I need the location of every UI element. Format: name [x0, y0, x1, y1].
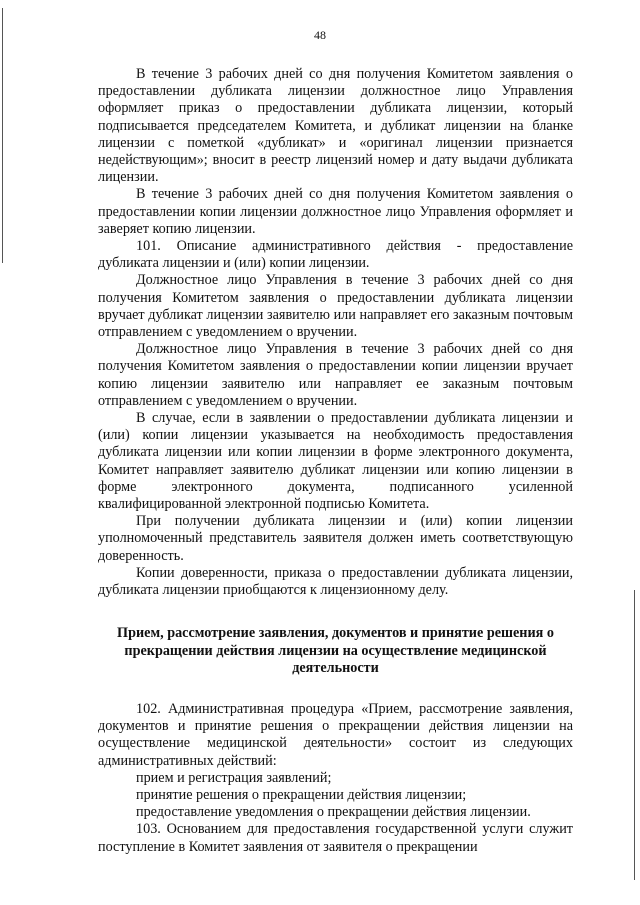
paragraph-103: 103. Основанием для предоставления государственной услуги служит поступление в Комитет заявления от заявителя о прекращении [98, 821, 573, 855]
list-item: предоставление уведомления о прекращении действия лицензии. [136, 804, 531, 821]
paragraph-copy-issuance: В течение 3 рабочих дней со дня получения Комитетом заявления о предоставлении копии лицензии должностное лицо Управления оформляет и заверяет копию лицензии. [98, 186, 573, 237]
scan-edge-line-right [634, 590, 635, 880]
page-number: 48 [314, 28, 326, 42]
section-heading: Прием, рассмотрение заявления, документов и принятие решения о прекращении действия лицензии на осуществление медицинской деятельности [117, 625, 554, 676]
paragraph-copy-delivery: Должностное лицо Управления в течение 3 рабочих дней со дня получения Комитетом заявления о предоставлении копии лицензии вручает копию лицензии заявителю или направляет ее заказным почтовым отправлением с уведомлением о вручении. [98, 341, 573, 409]
document-body [98, 66, 573, 856]
paragraph-duplicate-delivery: Должностное лицо Управления в течение 3 рабочих дней со дня получения Комитетом заявления о предоставлении дубликата лицензии вручает дубликат лицензии заявителю или направляет его заказным почтовым отправлением с уведомлением о вручении. [98, 272, 573, 341]
list-item: прием и регистрация заявлений; [136, 769, 332, 786]
list-item: принятие решения о прекращении действия лицензии; [136, 786, 467, 803]
paragraph-electronic-form: В случае, если в заявлении о предоставлении дубликата лицензии и (или) копии лицензии указывается на необходимость предоставления дубликата лицензии или копии лицензии в форме электронного документа, Комитет направляет заявителю дубликат лицензии или копию лицензии в форме электронного документа, подписанного усиленной квалифицированной электронной подписью Комитета. [98, 410, 573, 513]
paragraph-102: 102. Административная процедура «Прием, рассмотрение заявления, документов и принятие решения о прекращении действия лицензии на осуществление медицинской деятельности» состоит из следующих административных действий: [98, 700, 573, 769]
paragraph-power-of-attorney: При получении дубликата лицензии и (или) копии лицензии уполномоченный представитель заявителя должен иметь соответствующую доверенность. [98, 513, 573, 564]
paragraph-license-file: Копии доверенности, приказа о предоставлении дубликата лицензии, дубликата лицензии приобщаются к лицензионному делу. [98, 564, 573, 599]
scan-edge-line-left [2, 8, 3, 263]
paragraph-101: 101. Описание административного действия - предоставление дубликата лицензии и (или) копии лицензии. [98, 238, 573, 272]
paragraph-duplicate-issuance: В течение 3 рабочих дней со дня получения Комитетом заявления о предоставлении дубликата лицензии должностное лицо Управления оформляет приказ о предоставлении дубликата лицензии, который подписывается председателем Комитета, и дубликат лицензии на бланке лицензии с пометкой «дубликат» и «оригинал лицензии признается недействующим»; вносит в реестр лицензий номер и дату выдачи дубликата лицензии. [98, 66, 573, 186]
